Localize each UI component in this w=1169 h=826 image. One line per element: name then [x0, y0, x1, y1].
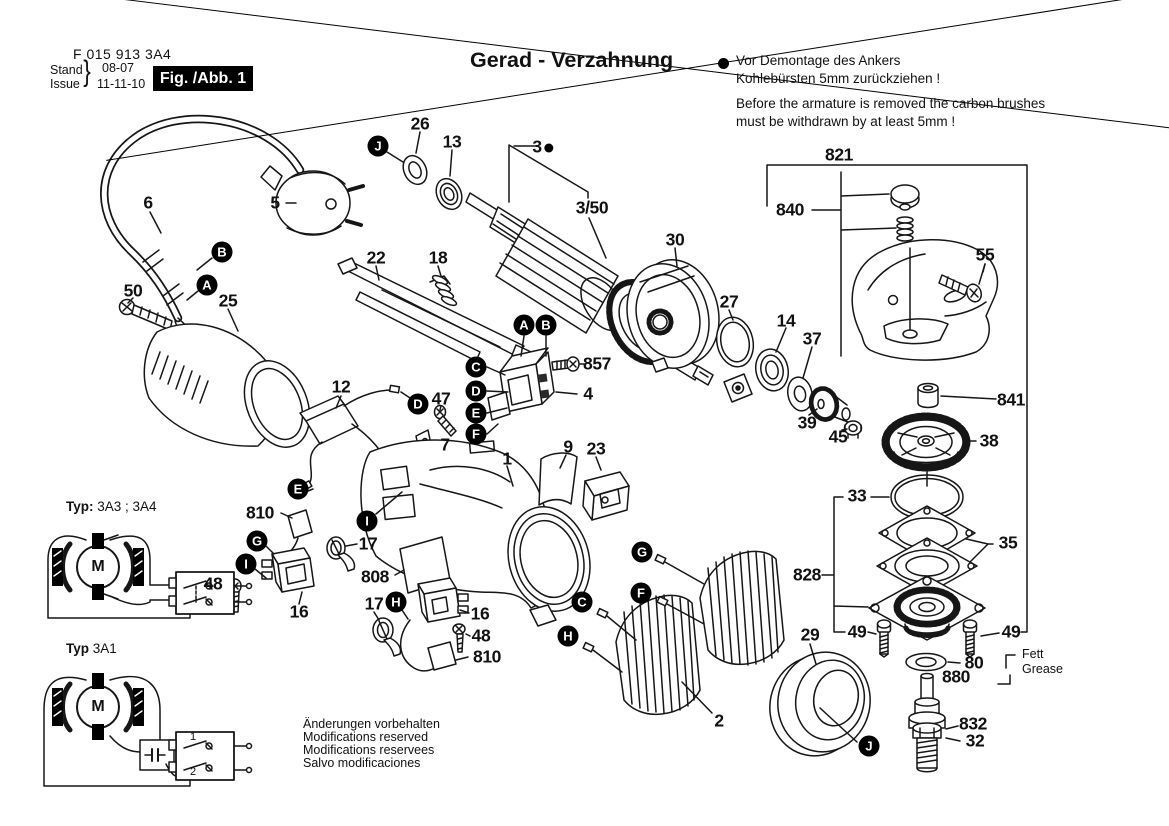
part-button-840	[891, 185, 919, 241]
part-knob-23	[583, 457, 629, 520]
page-title: Gerad - Verzahnung	[470, 48, 674, 72]
callout-2-39: 2	[714, 710, 724, 731]
callout-880-35: 880	[942, 666, 970, 687]
footer-line: Modifications reserved	[303, 730, 429, 744]
callout-49-33: 49	[1001, 621, 1021, 642]
contact-2-label: 2	[189, 766, 197, 778]
letter-badge-A-3: A	[514, 315, 535, 336]
part-sleeve-841	[918, 384, 996, 408]
part-bearing-flange	[869, 576, 985, 640]
typ-a-rest: 3A3 ; 3A4	[97, 499, 157, 514]
callout-3/50-7: 3/50	[575, 197, 609, 218]
callout-45-23: 45	[828, 426, 848, 447]
callout-49-32: 49	[847, 621, 867, 642]
callout-857-10: 857	[583, 353, 611, 374]
callout-810-41: 810	[246, 502, 274, 523]
part-sticker-9	[539, 453, 577, 505]
part-number: F 015 913 3A4	[73, 46, 172, 62]
date-old: 08-07	[102, 61, 1169, 75]
callout-80-34: 80	[964, 652, 984, 673]
part-screw-47	[435, 406, 457, 437]
callout-14-20: 14	[776, 310, 796, 331]
callout-17-42: 17	[358, 533, 378, 554]
callout-821-24: 821	[825, 144, 853, 165]
footer-line: Änderungen vorbehalten	[303, 717, 440, 731]
callout-16-43: 16	[289, 601, 309, 622]
typ-3a1-label	[66, 641, 117, 656]
part-switch-4	[487, 336, 585, 434]
grease-label-de: Fett	[1022, 647, 1044, 661]
notice-bullet-icon	[718, 58, 729, 69]
letter-badge-G-14: G	[632, 542, 653, 563]
footer-line: Modifications reservees	[303, 743, 435, 757]
letter-badge-B-0: B	[212, 242, 233, 263]
letter-badge-D-9: D	[408, 394, 429, 415]
letter-badge-F-8: F	[466, 424, 487, 445]
callout-810-48: 810	[473, 646, 501, 667]
leader-49-right	[981, 633, 999, 636]
callout-23-16: 23	[586, 438, 606, 459]
callout-840-25: 840	[776, 199, 804, 220]
callout-48-47: 48	[471, 625, 491, 646]
letter-badge-E-10: E	[288, 479, 309, 500]
motor-symbol-label: M	[91, 558, 105, 575]
part-brush-right	[373, 578, 470, 671]
callout-13-5: 13	[442, 131, 462, 152]
callout-828-31: 828	[793, 564, 821, 585]
callout-18-9: 18	[428, 247, 448, 268]
figure-label: Fig. /Abb. 1	[153, 66, 253, 91]
callout-50-0: 50	[123, 280, 143, 301]
contact-1-label: 1	[189, 731, 197, 743]
callout-3-6: 3	[532, 137, 553, 158]
callout-39-22: 39	[797, 412, 817, 433]
callout-841-27: 841	[997, 389, 1025, 410]
letter-badge-F-15: F	[631, 583, 652, 604]
typ-b-rest: 3A1	[92, 641, 117, 656]
callout-27-19: 27	[719, 291, 739, 312]
callout-29-38: 29	[800, 624, 820, 645]
footer-line: Salvo modificaciones	[303, 756, 421, 770]
callout-22-8: 22	[366, 247, 386, 268]
date-new: 11-11-10	[97, 77, 146, 91]
callout-12-12: 12	[331, 376, 351, 397]
notice-en-line2: must be withdrawn by at least 5mm !	[736, 114, 956, 129]
motor-symbol-label: M	[91, 698, 105, 715]
letter-badge-G-12: G	[247, 531, 268, 552]
notice-en-line1: Before the armature is removed the carbon brushes	[736, 96, 1046, 111]
letter-badge-D-6: D	[466, 381, 487, 402]
part-spindle-832	[909, 674, 960, 772]
letter-badge-C-16: C	[572, 592, 593, 613]
callout-dot-icon	[545, 144, 554, 153]
leader-49-left	[868, 632, 876, 634]
part-spring-18	[431, 266, 457, 307]
letter-badge-I-11: I	[357, 511, 378, 532]
callout-9-15: 9	[563, 436, 573, 457]
callout-832-36: 832	[959, 713, 987, 734]
grease-label-en: Grease	[1022, 662, 1063, 676]
callout-33-29: 33	[847, 485, 867, 506]
letter-badge-H-18: H	[386, 592, 407, 613]
callout-7-14: 7	[440, 434, 450, 455]
part-coils-2	[583, 551, 784, 714]
stand-issue-brace: }	[83, 55, 91, 88]
callout-38-28: 38	[979, 430, 999, 451]
callout-1-17: 1	[502, 448, 512, 469]
callout-37-21: 37	[802, 328, 822, 349]
callout-25-1: 25	[218, 290, 238, 311]
callout-808-40: 808	[361, 566, 389, 587]
letter-badge-H-17: H	[558, 626, 579, 647]
part-screw-49-right	[964, 620, 977, 657]
callout-4-11: 4	[583, 383, 593, 404]
callout-16-46: 16	[470, 603, 490, 624]
typ-3a3-3a4-label	[66, 499, 157, 514]
callout-30-18: 30	[665, 229, 685, 250]
callout-47-13: 47	[431, 388, 451, 409]
typ-b-bold: Typ	[66, 641, 89, 656]
callout-5-3: 5	[270, 192, 280, 213]
callout-32-37: 32	[965, 730, 985, 751]
callout-17-45: 17	[364, 593, 384, 614]
callout-48-44: 48	[203, 573, 223, 594]
notice-de-line2: Kohlebürsten 5mm zurückziehen !	[736, 71, 941, 86]
letter-badge-C-5: C	[466, 357, 487, 378]
stand-label: Stand	[50, 63, 83, 77]
letter-badge-E-7: E	[466, 403, 487, 424]
callout-35-30: 35	[998, 532, 1018, 553]
typ-a-bold: Typ:	[66, 499, 94, 514]
part-cover-25	[144, 309, 321, 457]
letter-badge-B-4: B	[536, 315, 557, 336]
letter-badge-A-1: A	[197, 275, 218, 296]
letter-badge-I-13: I	[236, 554, 257, 575]
callout-6-2: 6	[143, 192, 153, 213]
part-ring-26	[387, 132, 431, 188]
letter-badge-J-19: J	[859, 736, 880, 757]
letter-badge-J-2: J	[368, 136, 389, 157]
part-screw-49-left	[878, 620, 891, 657]
schematic-typ-3a1	[44, 673, 252, 786]
notice-de-line1: Vor Demontage des Ankers	[736, 53, 901, 68]
part-bearing-13	[431, 150, 466, 214]
callout-26-4: 26	[410, 113, 430, 134]
part-screw-50	[120, 298, 173, 330]
callout-55-26: 55	[975, 244, 995, 265]
issue-label: Issue	[50, 77, 80, 91]
